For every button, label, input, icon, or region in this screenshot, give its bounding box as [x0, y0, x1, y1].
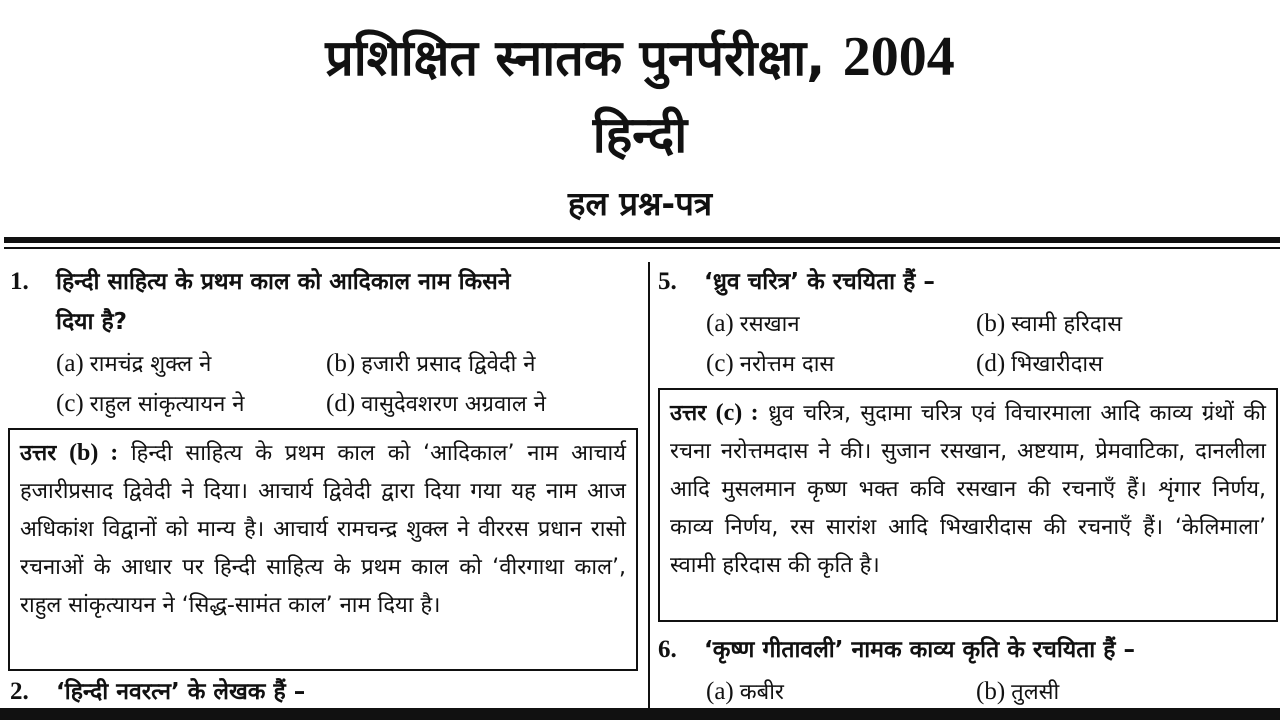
option-a[interactable]: [706, 304, 800, 345]
subject-heading: हिन्दी: [592, 106, 688, 164]
option-label: (d): [976, 350, 1006, 377]
answer-label: उत्तर: [20, 441, 57, 466]
question-6: [658, 630, 1273, 670]
solved-paper-heading: हल प्रश्न-पत्र: [567, 184, 713, 223]
option-a[interactable]: [706, 672, 784, 713]
answer-label: उत्तर: [670, 401, 707, 426]
option-d[interactable]: [976, 344, 1103, 385]
option-label: (a): [56, 350, 84, 377]
question-number: 5.: [658, 268, 677, 295]
option-text: राहुल सांकृत्यायन ने: [89, 392, 245, 417]
answer-explanation: हिन्दी साहित्य के प्रथम काल को ‘आदिकाल’ नाम आचार्य हजारीप्रसाद द्विवेदी ने दिया। आचार्य द्विवेदी द्वारा दिया गया यह नाम आज अधिकांश विद्वानों को मान्य है। आचार्य रामचन्द्र शुक्ल ने वीररस प्रधान रासो रचनाओं के आधार पर हिन्दी साहित्य के प्रथम काल को ‘वीरगाथा काल’, राहुल सांकृत्यायन ने ‘सिद्ध-सामंत काल’ नाम दिया है।: [20, 441, 626, 618]
option-label: (a): [706, 310, 734, 337]
option-label: (c): [56, 390, 84, 417]
option-label: (a): [706, 678, 734, 705]
question-text: ‘हिन्दी नवरत्न’ के लेखक हैं –: [56, 679, 306, 705]
option-c[interactable]: [706, 344, 834, 385]
answer-letter: (c) :: [715, 400, 759, 426]
option-label: (c): [706, 350, 734, 377]
question-text: ‘ध्रुव चरित्र’ के रचयिता हैं –: [704, 269, 935, 295]
question-5: [658, 262, 1273, 302]
option-b[interactable]: [976, 672, 1059, 713]
option-a[interactable]: [56, 344, 211, 385]
question-number: 1.: [10, 268, 29, 295]
page-title: [0, 22, 1280, 93]
header-rule-thin: [4, 247, 1280, 249]
question-number: 2.: [10, 678, 29, 705]
answer-box-q5: [658, 388, 1278, 622]
exam-year: 2004: [842, 26, 955, 88]
question-2: [10, 672, 640, 712]
option-text: कबीर: [739, 680, 784, 705]
question-text-line1: हिन्दी साहित्य के प्रथम काल को आदिकाल नाम किसने: [56, 269, 511, 295]
option-text: स्वामी हरिदास: [1011, 312, 1123, 337]
option-label: (d): [326, 390, 356, 417]
question-text-line2: दिया है?: [56, 309, 128, 335]
option-text: तुलसी: [1011, 680, 1060, 705]
exam-title: प्रशिक्षित स्नातक पुनर्परीक्षा,: [325, 29, 826, 87]
option-label: (b): [326, 350, 356, 377]
option-text: रामचंद्र शुक्ल ने: [89, 352, 212, 377]
question-text: ‘कृष्ण गीतावली’ नामक काव्य कृति के रचयिता हैं –: [704, 637, 1135, 663]
question-1: [10, 262, 640, 342]
header-rule-thick: [4, 237, 1280, 243]
option-c[interactable]: [56, 384, 245, 425]
option-d[interactable]: [326, 384, 546, 425]
option-b[interactable]: [326, 344, 535, 385]
bottom-bar: [0, 708, 1280, 720]
answer-box-q1: [8, 428, 638, 671]
answer-letter: (b) :: [69, 440, 119, 466]
option-label: (b): [976, 678, 1006, 705]
option-text: रसखान: [739, 312, 800, 337]
answer-explanation: ध्रुव चरित्र, सुदामा चरित्र एवं विचारमाला आदि काव्य ग्रंथों की रचना नरोत्तमदास ने की। सुजान रसखान, अष्टयाम, प्रेमवाटिका, दानलीला आदि मुसलमान कृष्ण भक्त कवि रसखान की रचनाएँ हैं। शृंगार निर्णय, काव्य निर्णय, रस सारांश आदि भिखारीदास की रचनाएँ हैं। ‘केलिमाला’ स्वामी हरिदास की कृति है।: [670, 401, 1266, 578]
option-text: वासुदेवशरण अग्रवाल ने: [361, 392, 546, 417]
option-text: नरोत्तम दास: [739, 352, 835, 377]
column-divider: [648, 262, 650, 720]
option-text: हजारी प्रसाद द्विवेदी ने: [361, 352, 536, 377]
option-b[interactable]: [976, 304, 1122, 345]
option-label: (b): [976, 310, 1006, 337]
option-text: भिखारीदास: [1011, 352, 1103, 377]
question-number: 6.: [658, 636, 677, 663]
